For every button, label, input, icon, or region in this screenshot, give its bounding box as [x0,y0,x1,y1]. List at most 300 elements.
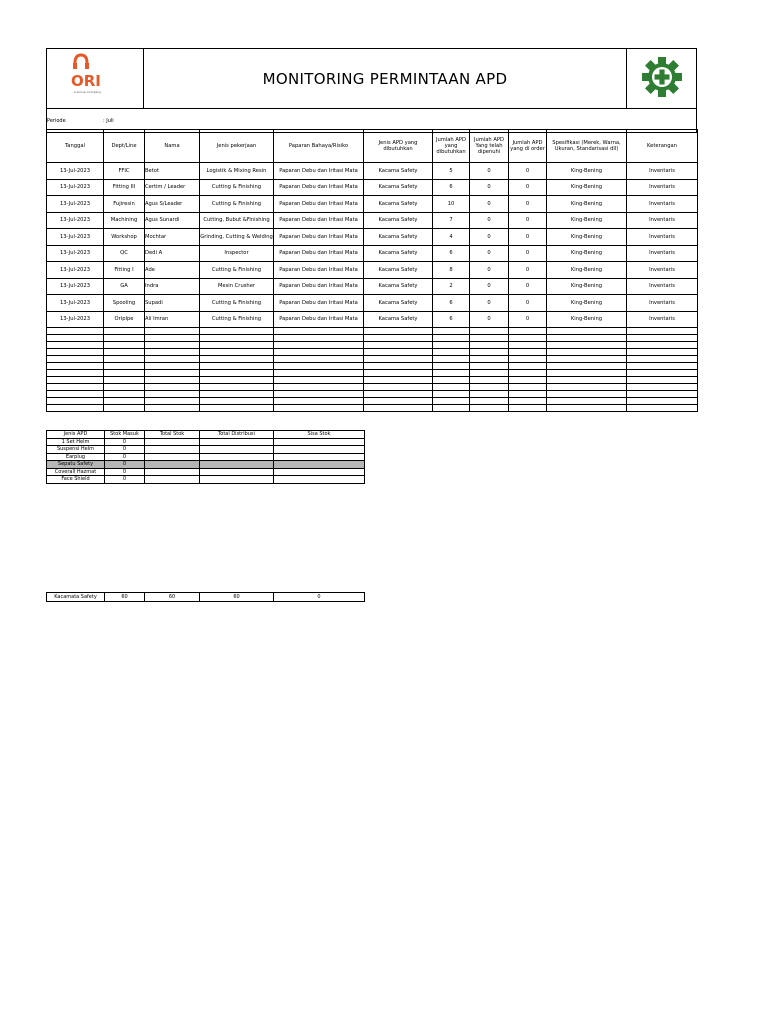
empty-row [47,363,698,370]
empty-cell [509,370,547,377]
empty-cell [470,328,509,335]
cell-qty-ordered: 0 [509,212,547,229]
empty-cell [627,363,698,370]
empty-cell [145,377,200,384]
cell-dept: QC [104,245,145,262]
cell-dept: Fitting I [104,262,145,279]
cell-apd-type: Kacama Safety [364,278,433,295]
cell-apd-type: Kacama Safety [364,311,433,328]
cell-qty-fulfilled: 0 [470,278,509,295]
empty-cell [274,363,364,370]
cell-name: Ade [145,262,200,279]
empty-cell [547,349,627,356]
cell-qty-ordered: 0 [509,262,547,279]
cell-qty-needed: 6 [433,245,470,262]
summary-table [46,592,365,602]
column-header-qty-fulfilled: Jumlah APD Yang telah dipenuhi [470,130,509,163]
empty-cell [145,384,200,391]
table-row [47,229,698,246]
cell-qty-fulfilled: 0 [470,295,509,312]
empty-cell [547,342,627,349]
cell-hazard: Paparan Debu dan Iritasi Mata [274,278,364,295]
table-row [47,179,698,196]
empty-cell [433,349,470,356]
periode-label: Periode [47,117,66,124]
cell-remark: Inventaris [627,278,698,295]
empty-cell [433,363,470,370]
stock-cell-total-stock [145,446,200,454]
cell-job: Cutting & Finishing [200,179,274,196]
table-row [47,278,698,295]
company-logo-cell [47,49,144,109]
stock-table [46,430,365,484]
cell-qty-needed: 2 [433,278,470,295]
cell-apd-type: Kacama Safety [364,229,433,246]
empty-cell [547,363,627,370]
empty-cell [274,335,364,342]
cell-job: Mesin Crusher [200,278,274,295]
cell-remark: Inventaris [627,245,698,262]
stock-cell-total-distribution [200,461,274,469]
empty-cell [470,391,509,398]
cell-hazard: Paparan Debu dan Iritasi Mata [274,311,364,328]
cell-date: 13-Jul-2023 [47,311,104,328]
cell-dept: Fujiresin [104,196,145,213]
empty-cell [509,398,547,405]
cell-spec: King-Bening [547,163,627,180]
empty-cell [145,398,200,405]
summary-cell-total-distribution: 60 [200,593,274,602]
stock-cell-stock-in: 0 [105,438,145,446]
empty-cell [274,328,364,335]
empty-cell [470,356,509,363]
empty-cell [364,370,433,377]
empty-cell [200,335,274,342]
empty-cell [470,377,509,384]
cell-job: Logistik & Mixing Resin [200,163,274,180]
stock-row [47,461,365,469]
stock-row [47,438,365,446]
periode-value: : Juli [103,117,114,124]
cell-name: Mochtar [145,229,200,246]
empty-cell [145,391,200,398]
stock-row [47,476,365,484]
empty-row [47,328,698,335]
stock-cell-remaining-stock [274,476,365,484]
empty-cell [627,405,698,412]
stock-cell-total-distribution [200,476,274,484]
stock-cell-stock-in: 0 [105,453,145,461]
cell-hazard: Paparan Debu dan Iritasi Mata [274,295,364,312]
empty-cell [47,328,104,335]
cell-job: Cutting, Bubut &Finishing [200,212,274,229]
empty-cell [364,335,433,342]
stock-cell-total-distribution [200,453,274,461]
stock-cell-remaining-stock [274,468,365,476]
empty-cell [470,335,509,342]
cell-hazard: Paparan Debu dan Iritasi Mata [274,229,364,246]
cell-apd-type: Kacama Safety [364,212,433,229]
stock-header-stock-in: Stok Masuk [105,431,145,439]
empty-row [47,398,698,405]
stock-cell-stock-in: 0 [105,461,145,469]
company-logo [47,49,144,104]
empty-cell [104,342,145,349]
cell-spec: King-Bening [547,196,627,213]
cell-dept: Oriplpe [104,311,145,328]
empty-cell [47,335,104,342]
stock-cell-total-stock [145,438,200,446]
stock-cell-total-stock [145,453,200,461]
cell-spec: King-Bening [547,212,627,229]
empty-cell [145,349,200,356]
column-header-qty-ordered: Jumlah APD yang di order [509,130,547,163]
cell-qty-needed: 7 [433,212,470,229]
cell-name: Ali Imran [145,311,200,328]
column-header-spec: Spesifikasi (Merek, Warna, Ukuran, Standarisasi dll) [547,130,627,163]
cell-qty-ordered: 0 [509,196,547,213]
empty-cell [47,384,104,391]
cell-qty-needed: 6 [433,179,470,196]
cell-dept: Workshop [104,229,145,246]
stock-cell-total-stock [145,461,200,469]
stock-cell-apd-type: Sepatu Safety [47,461,105,469]
table-row [47,311,698,328]
empty-cell [509,349,547,356]
cell-date: 13-Jul-2023 [47,295,104,312]
cell-name: Supadi [145,295,200,312]
empty-cell [104,370,145,377]
cell-remark: Inventaris [627,311,698,328]
cell-date: 13-Jul-2023 [47,163,104,180]
empty-cell [364,342,433,349]
cell-hazard: Paparan Debu dan Iritasi Mata [274,163,364,180]
empty-cell [627,335,698,342]
empty-cell [104,363,145,370]
document-header [46,48,697,133]
cell-qty-fulfilled: 0 [470,245,509,262]
cell-date: 13-Jul-2023 [47,245,104,262]
stock-cell-apd-type: 1 Set Helm [47,438,105,446]
empty-cell [200,384,274,391]
table-row [47,163,698,180]
column-header-name: Nama [145,130,200,163]
table-row [47,245,698,262]
cell-hazard: Paparan Debu dan Iritasi Mata [274,196,364,213]
cell-hazard: Paparan Debu dan Iritasi Mata [274,179,364,196]
empty-cell [104,356,145,363]
logo-subtext: a Group Company [74,90,102,94]
empty-cell [364,391,433,398]
empty-cell [274,370,364,377]
empty-cell [274,398,364,405]
empty-cell [547,356,627,363]
empty-cell [470,363,509,370]
empty-row [47,349,698,356]
empty-cell [547,398,627,405]
cell-job: Cutting & Finishing [200,311,274,328]
empty-row [47,342,698,349]
empty-cell [47,398,104,405]
cell-remark: Inventaris [627,212,698,229]
cell-qty-ordered: 0 [509,278,547,295]
cell-remark: Inventaris [627,262,698,279]
empty-row [47,335,698,342]
stock-cell-apd-type: Earplug [47,453,105,461]
logo-text: ORI [71,72,101,90]
empty-cell [200,405,274,412]
empty-cell [627,377,698,384]
page-title: MONITORING PERMINTAAN APD [144,49,627,109]
apd-request-table [46,129,698,412]
stock-cell-total-stock [145,468,200,476]
empty-cell [509,384,547,391]
cell-hazard: Paparan Debu dan Iritasi Mata [274,212,364,229]
empty-cell [47,405,104,412]
cell-apd-type: Kacama Safety [364,295,433,312]
summary-row [47,593,365,602]
cell-spec: King-Bening [547,262,627,279]
empty-cell [364,377,433,384]
cell-job: Cutting & Finishing [200,196,274,213]
cell-dept: FFIC [104,163,145,180]
cell-job: Inspector [200,245,274,262]
empty-row [47,356,698,363]
empty-cell [274,377,364,384]
cell-name: Agus Sunardi [145,212,200,229]
cell-qty-ordered: 0 [509,295,547,312]
empty-cell [509,405,547,412]
empty-cell [200,398,274,405]
cell-apd-type: Kacama Safety [364,163,433,180]
empty-cell [470,405,509,412]
cell-qty-fulfilled: 0 [470,196,509,213]
stock-cell-total-distribution [200,468,274,476]
stock-cell-remaining-stock [274,438,365,446]
table-row [47,262,698,279]
empty-cell [547,384,627,391]
empty-cell [627,356,698,363]
empty-cell [433,405,470,412]
cell-qty-ordered: 0 [509,311,547,328]
stock-cell-stock-in: 0 [105,476,145,484]
empty-cell [145,356,200,363]
cell-qty-ordered: 0 [509,163,547,180]
cell-remark: Inventaris [627,229,698,246]
table-row [47,196,698,213]
cell-qty-fulfilled: 0 [470,163,509,180]
empty-cell [200,377,274,384]
cell-remark: Inventaris [627,295,698,312]
empty-cell [274,384,364,391]
cell-spec: King-Bening [547,179,627,196]
cell-spec: King-Bening [547,278,627,295]
column-header-remark: Keterangan [627,130,698,163]
cell-qty-needed: 6 [433,295,470,312]
table-row [47,212,698,229]
empty-row [47,384,698,391]
empty-cell [627,370,698,377]
cell-dept: Fitting III [104,179,145,196]
empty-cell [47,370,104,377]
cell-qty-fulfilled: 0 [470,229,509,246]
empty-cell [364,398,433,405]
empty-cell [547,405,627,412]
cell-spec: King-Bening [547,229,627,246]
cell-apd-type: Kacama Safety [364,245,433,262]
stock-cell-stock-in: 0 [105,446,145,454]
empty-cell [364,349,433,356]
empty-cell [509,363,547,370]
column-header-date: Tanggal [47,130,104,163]
empty-cell [145,342,200,349]
empty-cell [145,370,200,377]
empty-cell [433,370,470,377]
empty-cell [104,377,145,384]
cell-spec: King-Bening [547,311,627,328]
cell-dept: GA [104,278,145,295]
empty-cell [200,342,274,349]
cell-qty-ordered: 0 [509,245,547,262]
cell-apd-type: Kacama Safety [364,179,433,196]
empty-cell [433,377,470,384]
summary-cell-stock-in: 60 [105,593,145,602]
cell-date: 13-Jul-2023 [47,262,104,279]
cell-date: 13-Jul-2023 [47,229,104,246]
stock-cell-apd-type: Suspensi Helm [47,446,105,454]
empty-cell [200,370,274,377]
empty-cell [433,356,470,363]
table-row [47,295,698,312]
cell-qty-fulfilled: 0 [470,179,509,196]
empty-cell [47,342,104,349]
stock-cell-apd-type: Face Shield [47,476,105,484]
empty-cell [627,342,698,349]
empty-cell [433,391,470,398]
cell-qty-ordered: 0 [509,179,547,196]
empty-cell [200,363,274,370]
empty-cell [364,405,433,412]
empty-cell [274,356,364,363]
empty-row [47,377,698,384]
cell-hazard: Paparan Debu dan Iritasi Mata [274,245,364,262]
empty-cell [104,349,145,356]
stock-header-apd-type: Jenis APD [47,431,105,439]
stock-row [47,468,365,476]
empty-row [47,391,698,398]
stock-cell-total-distribution [200,438,274,446]
cell-date: 13-Jul-2023 [47,278,104,295]
empty-cell [47,391,104,398]
empty-cell [200,391,274,398]
empty-cell [433,342,470,349]
empty-cell [274,405,364,412]
empty-cell [145,363,200,370]
cell-date: 13-Jul-2023 [47,179,104,196]
empty-cell [547,370,627,377]
cell-qty-needed: 4 [433,229,470,246]
empty-cell [104,328,145,335]
stock-cell-total-stock [145,476,200,484]
cell-apd-type: Kacama Safety [364,262,433,279]
stock-header-row [47,431,365,439]
empty-cell [509,356,547,363]
empty-cell [627,349,698,356]
cell-qty-needed: 10 [433,196,470,213]
stock-row [47,446,365,454]
empty-cell [47,363,104,370]
cell-qty-fulfilled: 0 [470,212,509,229]
stock-cell-total-distribution [200,446,274,454]
cell-name: Indra [145,278,200,295]
empty-cell [145,328,200,335]
empty-row [47,370,698,377]
stock-row [47,453,365,461]
cell-name: Dedi A [145,245,200,262]
empty-cell [145,335,200,342]
empty-cell [104,398,145,405]
empty-cell [104,384,145,391]
empty-cell [627,384,698,391]
empty-cell [200,328,274,335]
stock-cell-remaining-stock [274,453,365,461]
summary-cell-total-stock: 60 [145,593,200,602]
empty-cell [364,384,433,391]
empty-cell [509,391,547,398]
empty-cell [547,391,627,398]
empty-cell [509,328,547,335]
stock-cell-remaining-stock [274,446,365,454]
cell-qty-ordered: 0 [509,229,547,246]
empty-cell [547,335,627,342]
empty-cell [433,384,470,391]
cell-spec: King-Bening [547,295,627,312]
cell-qty-needed: 6 [433,311,470,328]
empty-cell [104,335,145,342]
empty-cell [547,377,627,384]
empty-cell [145,405,200,412]
empty-cell [274,349,364,356]
empty-cell [470,342,509,349]
cell-spec: King-Bening [547,245,627,262]
empty-cell [47,377,104,384]
empty-cell [433,328,470,335]
column-header-hazard: Paparan Bahaya/Risiko [274,130,364,163]
empty-row [47,405,698,412]
cell-remark: Inventaris [627,163,698,180]
empty-cell [627,328,698,335]
cell-job: Grinding, Cutting & Welding [200,229,274,246]
cell-remark: Inventaris [627,179,698,196]
cell-remark: Inventaris [627,196,698,213]
empty-cell [47,349,104,356]
empty-cell [627,398,698,405]
empty-cell [509,377,547,384]
stock-header-total-stock: Total Stok [145,431,200,439]
cell-job: Cutting & Finishing [200,262,274,279]
cell-name: Betot [145,163,200,180]
column-header-job: Jenis pekerjaan [200,130,274,163]
empty-cell [433,398,470,405]
column-header-apd-type: Jenis APD yang dibutuhkan [364,130,433,163]
empty-cell [509,342,547,349]
cell-name: Certim / Leader [145,179,200,196]
empty-cell [200,349,274,356]
cell-apd-type: Kacama Safety [364,196,433,213]
cell-job: Cutting & Finishing [200,295,274,312]
stock-cell-apd-type: Coverall Hazmat [47,468,105,476]
empty-cell [547,328,627,335]
